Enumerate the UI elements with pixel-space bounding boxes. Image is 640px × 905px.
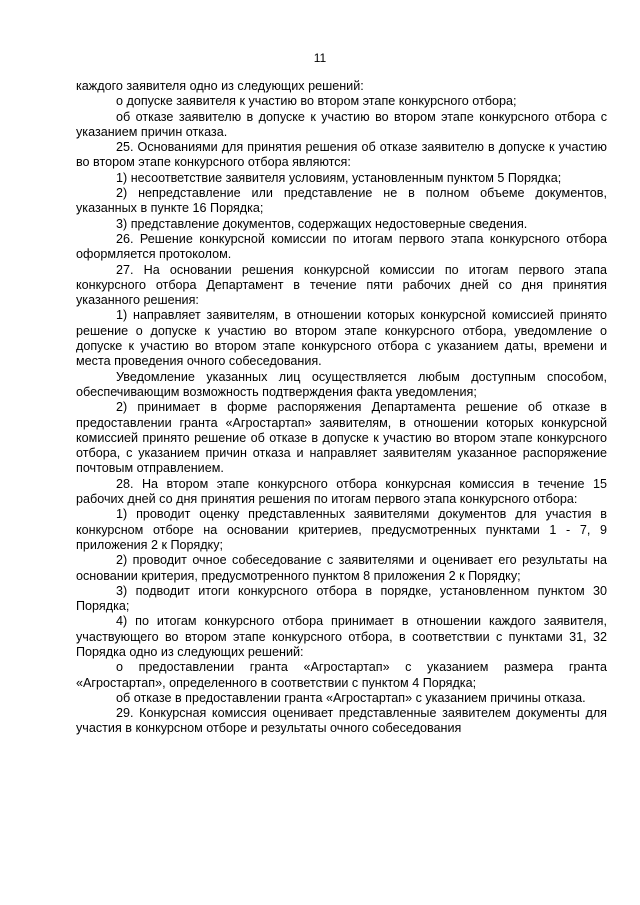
paragraph: Уведомление указанных лиц осуществляется любым доступным способом, обеспечивающим возможность подтверждения факта уведомления;	[76, 369, 607, 399]
paragraph: 1) несоответствие заявителя условиям, установленным пунктом 5 Порядка;	[116, 170, 562, 185]
paragraph: об отказе в предоставлении гранта «Агростартап» с указанием причины отказа.	[116, 690, 586, 705]
paragraph: каждого заявителя одно из следующих решений:	[76, 79, 364, 93]
paragraph: 3) подводит итоги конкурсного отбора в порядке, установленном пунктом 30 Порядка;	[76, 583, 607, 614]
paragraph: 4) по итогам конкурсного отбора принимает в отношении каждого заявителя, участвующего во втором этапе конкурсного отбора, в соответствии с пунктами 31, 32 Порядка одно из следующих решений:	[76, 614, 607, 659]
paragraph: 26. Решение конкурсной комиссии по итогам первого этапа конкурсного отбора оформляется протоколом.	[76, 231, 607, 262]
paragraph: 1) направляет заявителям, в отношении которых конкурсной комиссией принято решение о допуске к участию во втором этапе конкурсного отбора, уведомление о допуске к участию во втором этапе конкурсного отбора с указанием даты, времени и места проведения очного собеседования.	[76, 308, 607, 369]
paragraph: об отказе заявителю в допуске к участию во втором этапе конкурсного отбора с указанием причин отказа.	[76, 109, 607, 139]
paragraph: 3) представление документов, содержащих недостоверные сведения.	[116, 216, 528, 231]
paragraph: 2) непредставление или представление не в полном объеме документов, указанных в пункте 16 Порядка;	[76, 186, 607, 216]
paragraph: 28. На втором этапе конкурсного отбора конкурсная комиссия в течение 15 рабочих дней со дня принятия решения по итогам первого этапа конкурсного отбора:	[76, 476, 607, 507]
document-body	[76, 79, 607, 737]
page-number: 11	[313, 51, 327, 65]
paragraph: 2) принимает в форме распоряжения Департамента решение об отказе в предоставлении гранта «Агростартап» заявителям, в отношении которых конкурсной комиссией принято решение об отказе в допуске к участию во втором этапе конкурсного отбора, с указанием причин отказа и направляет заявителям указанное распоряжение почтовым отправлением.	[76, 400, 607, 476]
paragraph: 29. Конкурсная комиссия оценивает представленные заявителем документы для участия в конкурсном отборе и результаты очного собеседования	[76, 706, 607, 736]
paragraph: о допуске заявителя к участию во втором этапе конкурсного отбора;	[116, 94, 517, 109]
paragraph: 27. На основании решения конкурсной комиссии по итогам первого этапа конкурсного отбора Департамент в течение пяти рабочих дней со дня принятия указанного решения:	[76, 262, 607, 308]
paragraph: 2) проводит очное собеседование с заявителями и оценивает его результаты на основании критерия, предусмотренного пунктом 8 приложения 2 к Порядку;	[76, 553, 607, 583]
paragraph: о предоставлении гранта «Агростартап» с указанием размера гранта «Агростартап», определенного в соответствии с пунктом 4 Порядка;	[76, 660, 607, 690]
paragraph: 1) проводит оценку представленных заявителями документов для участия в конкурсном отборе на основании критериев, предусмотренных пунктами 1 - 7, 9 приложения 2 к Порядку;	[76, 507, 607, 552]
paragraph: 25. Основаниями для принятия решения об отказе заявителю в допуске к участию во втором этапе конкурсного отбора являются:	[76, 140, 607, 170]
